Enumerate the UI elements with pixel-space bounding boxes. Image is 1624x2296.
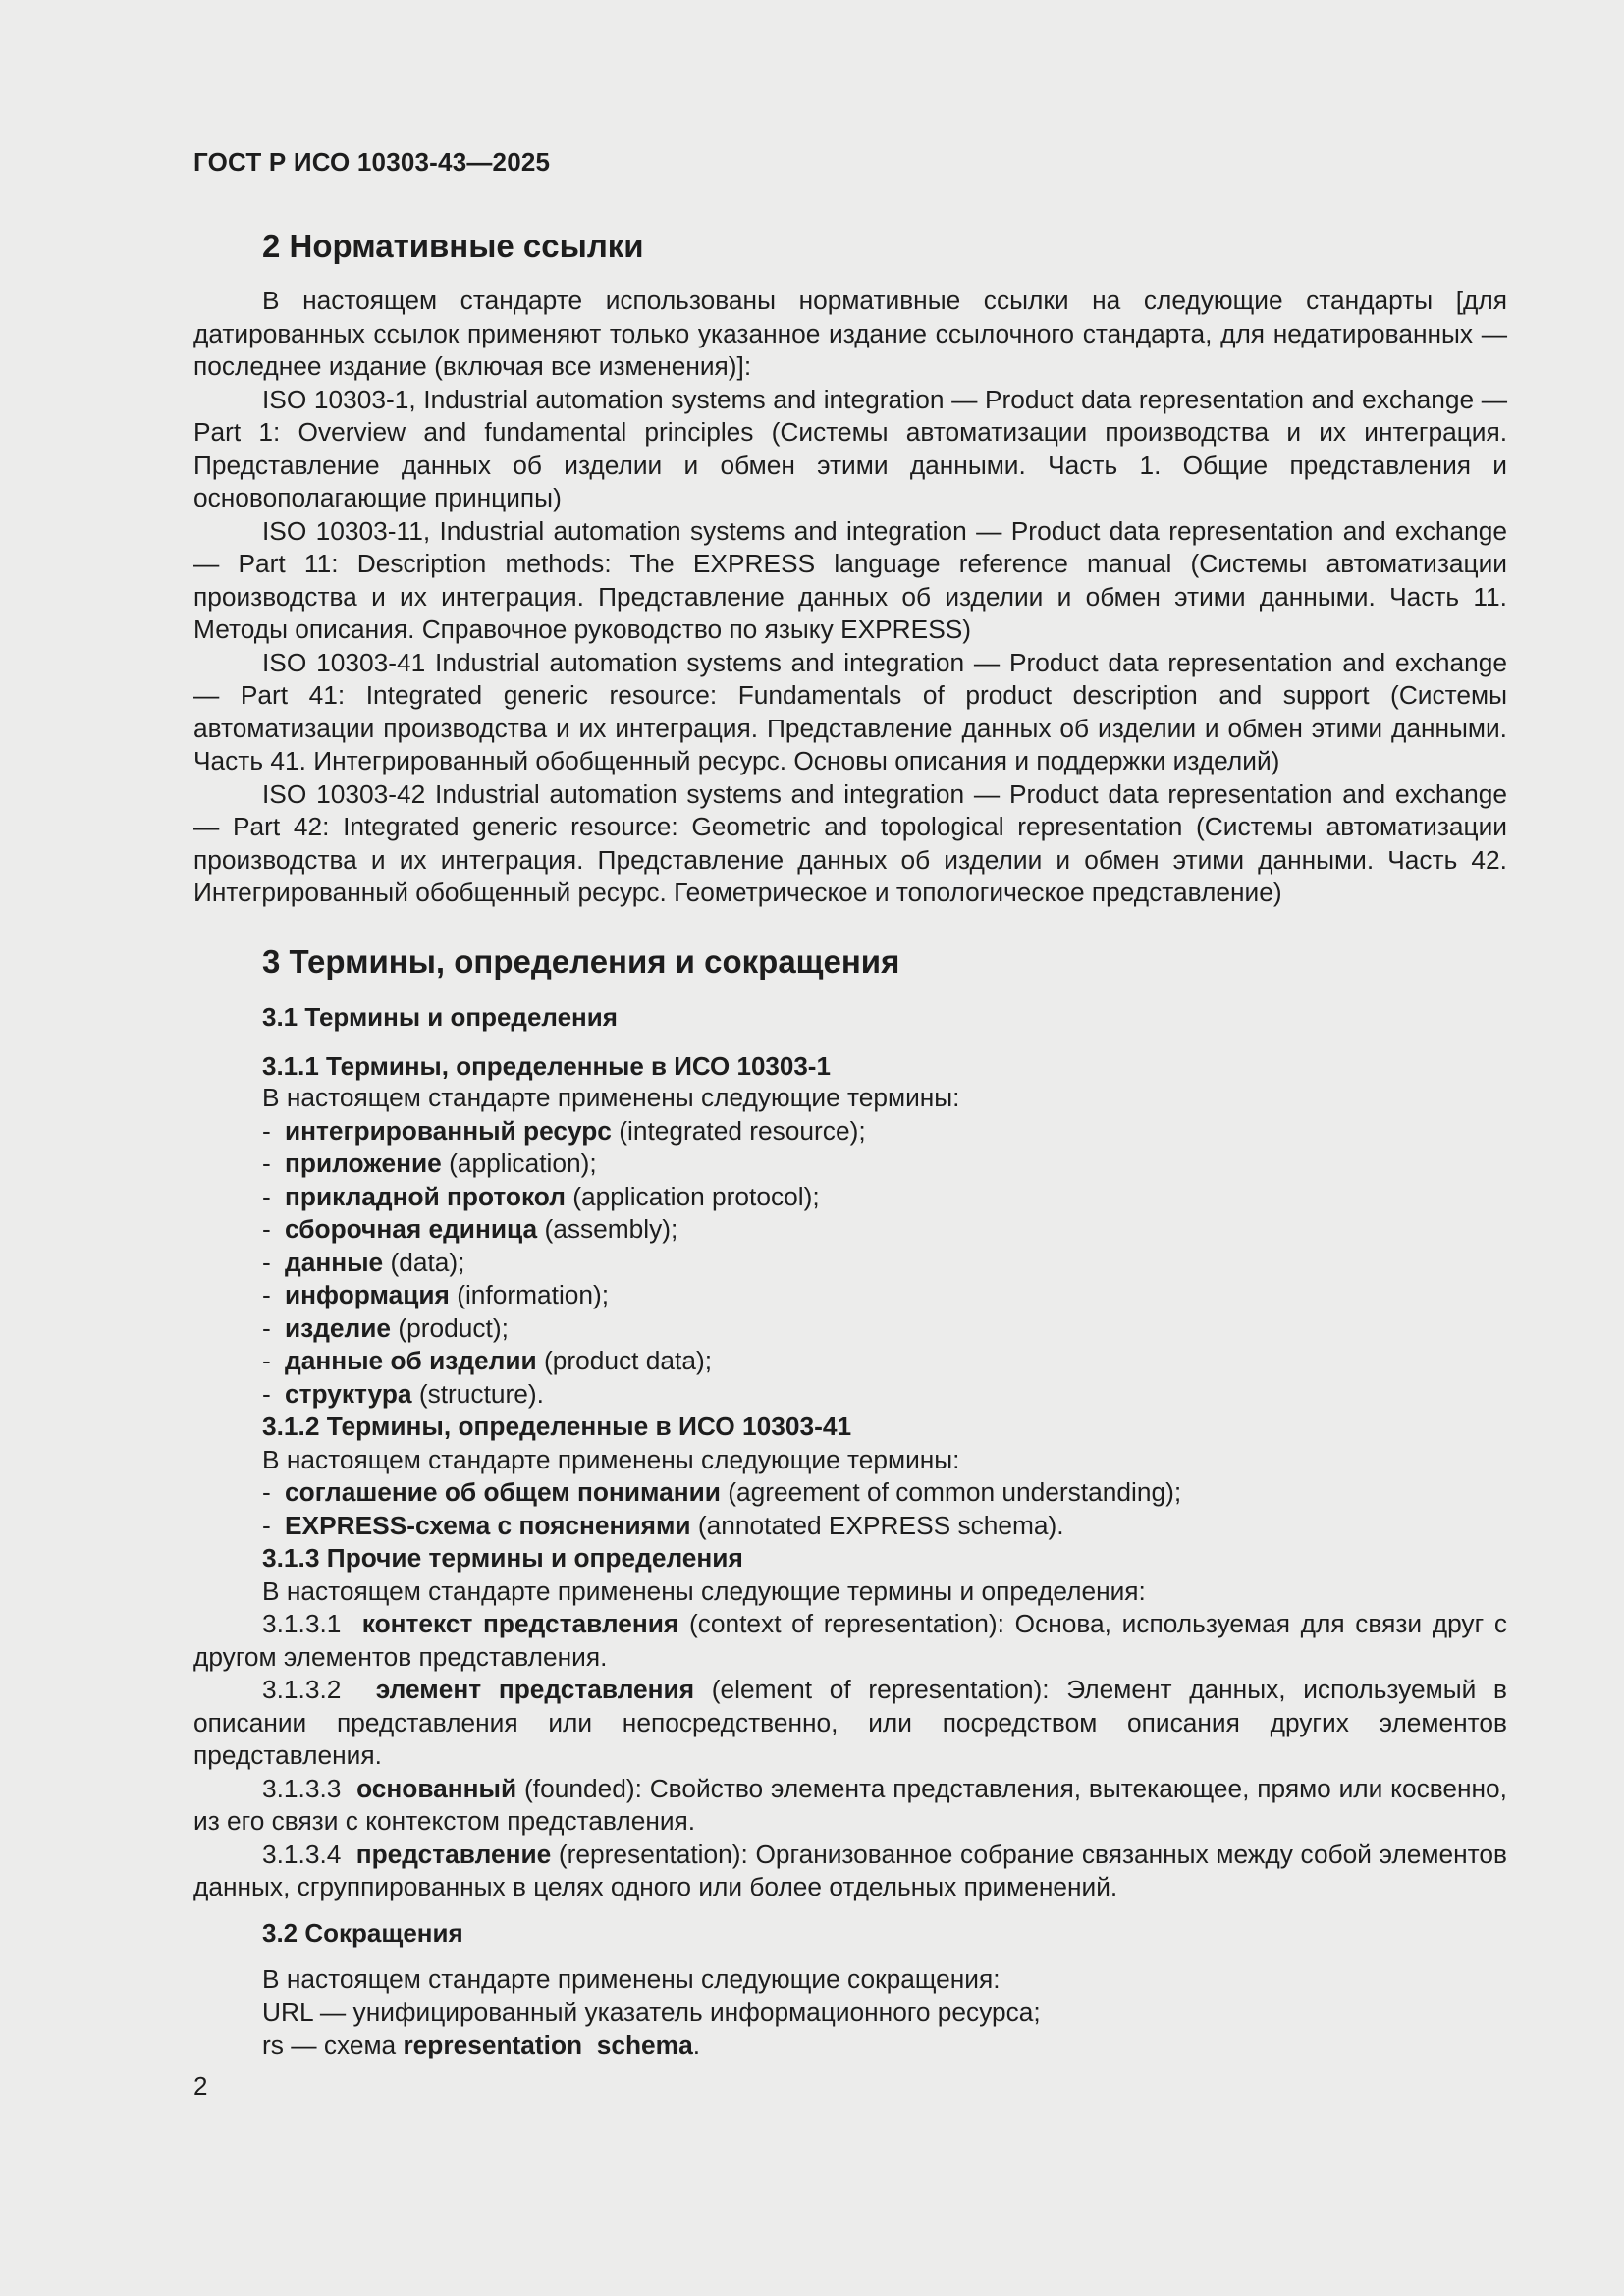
term-list-item: - данные (data); [262,1247,465,1277]
section-3-1-2-intro: В настоящем стандарте применены следующие термины: [262,1444,960,1474]
section-3-2-body [193,1963,1507,2062]
term-list-item: - прикладной протокол (application protocol); [262,1181,820,1211]
reference-iso-10303-1: ISO 10303-1, Industrial automation systems and integration — Product data representation and exchange — Part 1: Overview and fundamental principles (Системы автоматизации производства и их интеграция. Представление данных об изделии и обмен этими данными. Часть 1. Общие представления и основополагающие принципы) [193,384,1507,512]
term-list-item: - структура (structure). [262,1378,544,1409]
definition-3-1-3-1: 3.1.3.1 контекст представления (context of representation): Основа, используемая для связи друг с другом элементов представления. [193,1609,1507,1672]
section-3-1-1-title: 3.1.1 Термины, определенные в ИСО 10303-1 [262,1051,831,1081]
reference-iso-10303-11: ISO 10303-11, Industrial automation systems and integration — Product data representation and exchange — Part 11: Description methods: The EXPRESS language reference manual (Системы автоматизации производства и их интеграция. Представление данных об изделии и обмен этими данными. Часть 11. Методы описания. Справочное руководство по языку EXPRESS) [193,515,1507,644]
document-header: ГОСТ Р ИСО 10303-43—2025 [193,147,551,177]
page-number: 2 [193,2071,208,2101]
section-3-1-3-intro: В настоящем стандарте применены следующие термины и определения: [262,1575,1146,1606]
reference-iso-10303-41: ISO 10303-41 Industrial automation systems and integration — Product data representation and exchange — Part 41: Integrated generic resource: Fundamentals of product description and support (Системы автоматизации производства и их интеграция. Представление данных об изделии и обмен этими данными. Часть 41. Интегрированный обобщенный ресурс. Основы описания и поддержки изделий) [193,647,1507,775]
section-3-1-2-title: 3.1.2 Термины, определенные в ИСО 10303-41 [262,1412,852,1441]
section-2-intro: В настоящем стандарте использованы нормативные ссылки на следующие стандарты [для датированных ссылок применяют только указанное издание ссылочного стандарта, для недатированных — последнее издание (включая все изменения)]: [193,286,1507,381]
term-list-item: - изделие (product); [262,1312,509,1343]
term-list-item: - интегрированный ресурс (integrated resource); [262,1115,866,1146]
section-3-2-title: 3.2 Сокращения [262,1918,463,1948]
section-3-title: 3 Термины, определения и сокращения [262,943,900,980]
section-2-title: 2 Нормативные ссылки [262,228,644,264]
term-list-item: - соглашение об общем понимании (agreement of common understanding); [262,1477,1182,1507]
term-list-item: - приложение (application); [262,1148,597,1178]
term-list-item: - информация (information); [262,1280,610,1309]
term-list-item: - сборочная единица (assembly); [262,1214,678,1244]
definition-3-1-3-2: 3.1.3.2 элемент представления (element of representation): Элемент данных, используемый в описании представления или непосредственно, или посредством описания других элементов представления. [193,1675,1507,1770]
reference-iso-10303-42: ISO 10303-42 Industrial automation systems and integration — Product data representation and exchange — Part 42: Integrated generic resource: Geometric and topological representation (Системы автоматизации производства и их интеграция. Представление данных об изделии и обмен этими данными. Часть 42. Интегрированный обобщенный ресурс. Геометрическое и топологическое представление) [193,778,1507,907]
abbreviation-url: URL — унифицированный указатель информационного ресурса; [262,1997,1041,2027]
section-3-1-1-intro: В настоящем стандарте применены следующие термины: [262,1083,960,1112]
section-3-2-intro: В настоящем стандарте применены следующие сокращения: [262,1964,1001,1994]
definition-3-1-3-3: 3.1.3.3 основанный (founded): Свойство элемента представления, вытекающее, прямо или косвенно, из его связи с контекстом представления. [193,1773,1507,1836]
term-list-item: - EXPRESS-схема с пояснениями (annotated EXPRESS schema). [262,1510,1064,1540]
section-3-1-1-body [193,1082,1507,1904]
abbreviation-rs: rs — схема representation_schema. [262,2030,701,2059]
section-3-1-3-title: 3.1.3 Прочие термины и определения [262,1543,743,1573]
section-2-body [193,285,1507,910]
definition-3-1-3-4: 3.1.3.4 представление (representation): Организованное собрание связанных между собой элементов данных, сгруппированных в целях одного или более отдельных применений. [193,1839,1507,1901]
term-list-item: - данные об изделии (product data); [262,1346,713,1375]
section-3-1-title: 3.1 Термины и определения [262,1002,618,1032]
